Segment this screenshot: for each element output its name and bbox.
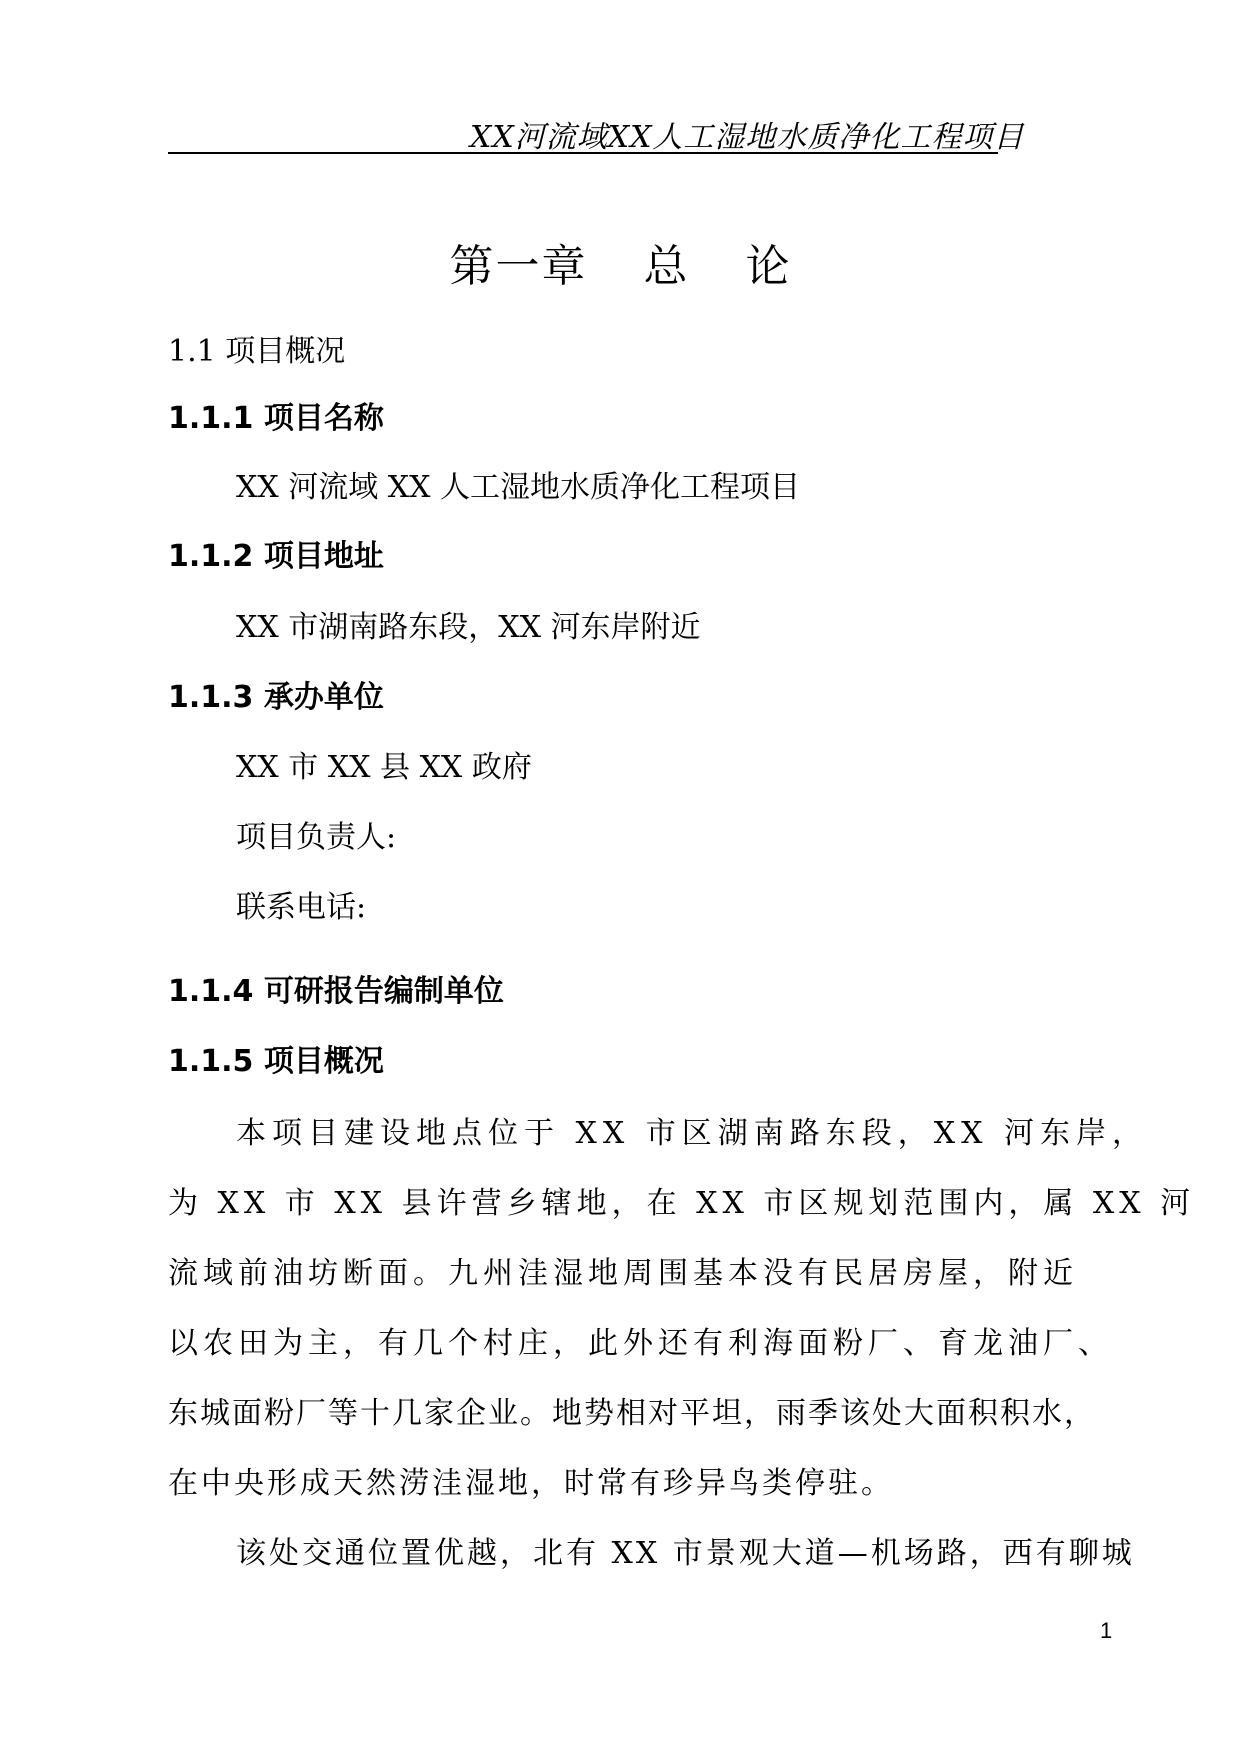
- chapter-title: [0, 230, 1241, 294]
- header-rule: [168, 152, 998, 154]
- project-name-text: XX 河流域 XX 人工湿地水质净化工程项目: [236, 470, 801, 505]
- organizer-text: XX 市 XX 县 XX 政府: [236, 750, 532, 785]
- paragraph-line: 在中央形成天然涝洼湿地，时常有珍异鸟类停驻。: [168, 1466, 894, 1501]
- section-heading-1-1-2: 1.1.2 项目地址: [168, 539, 384, 574]
- running-header: XX河流域XX人工湿地水质净化工程项目: [470, 120, 1025, 155]
- section-heading-1-1-3: 1.1.3 承办单位: [168, 680, 384, 715]
- contact-phone-label: 联系电话:: [236, 890, 367, 925]
- section-heading-1-1-1: 1.1.1 项目名称: [168, 401, 384, 436]
- project-leader-label: 项目负责人:: [236, 820, 397, 855]
- paragraph-line: 以农田为主，有几个村庄，此外还有利海面粉厂、育龙油厂、: [168, 1326, 1113, 1361]
- chapter-word-1: 总: [643, 241, 690, 292]
- section-heading-1-1: 1.1 项目概况: [168, 334, 346, 369]
- section-heading-1-1-5: 1.1.5 项目概况: [168, 1044, 384, 1079]
- chapter-number: 第一章: [449, 241, 588, 292]
- page-number: 1: [1100, 1618, 1113, 1643]
- chapter-word-2: 论: [745, 241, 792, 292]
- paragraph-line: 为 XX 市 XX 县许营乡辖地，在 XX 市区规划范围内，属 XX 河: [168, 1186, 1196, 1221]
- project-address-text: XX 市湖南路东段，XX 河东岸附近: [236, 610, 701, 645]
- paragraph-line: 本项目建设地点位于 XX 市区湖南路东段，XX 河东岸，: [236, 1116, 1149, 1151]
- paragraph-line: 东城面粉厂等十几家企业。地势相对平坦，雨季该处大面积积水，: [168, 1396, 1096, 1431]
- paragraph-line: 该处交通位置优越，北有 XX 市景观大道—机场路，西有聊城: [236, 1536, 1135, 1571]
- section-heading-1-1-4: 1.1.4 可研报告编制单位: [168, 974, 504, 1009]
- paragraph-line: 流域前油坊断面。九州洼湿地周围基本没有民居房屋，附近: [168, 1256, 1078, 1291]
